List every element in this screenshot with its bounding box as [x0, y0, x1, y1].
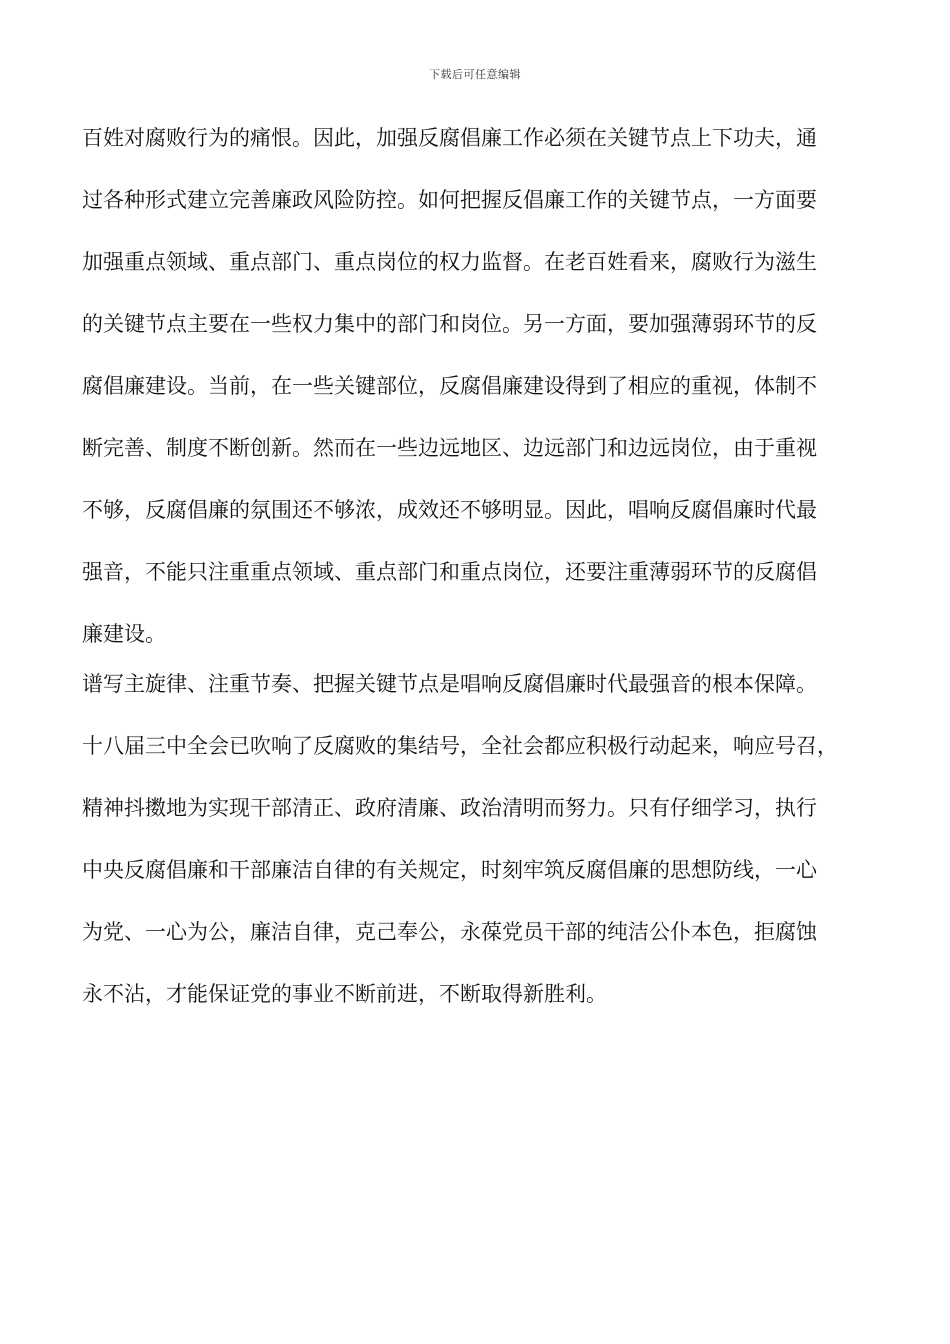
document-body — [82, 116, 882, 1034]
text-line: 谱写主旋律、注重节奏、把握关键节点是唱响反腐倡廉时代最强音的根本保障。 — [82, 672, 817, 696]
text-line: 过各种形式建立完善廉政风险防控。如何把握反倡廉工作的关键节点，一方面要 — [82, 188, 817, 212]
text-line: 的关键节点主要在一些权力集中的部门和岗位。另一方面，要加强薄弱环节的反 — [82, 312, 817, 336]
text-line: 加强重点领域、重点部门、重点岗位的权力监督。在老百姓看来，腐败行为滋生 — [82, 250, 817, 274]
text-line: 十八届三中全会已吹响了反腐败的集结号，全社会都应积极行动起来，响应号召， — [82, 734, 838, 758]
text-line: 永不沾，才能保证党的事业不断前进，不断取得新胜利。 — [82, 982, 607, 1006]
text-line: 精神抖擞地为实现干部清正、政府清廉、政治清明而努力。只有仔细学习，执行 — [82, 796, 817, 820]
text-line: 不够，反腐倡廉的氛围还不够浓，成效还不够明显。因此，唱响反腐倡廉时代最 — [82, 498, 817, 522]
page-header: 下载后可任意编辑 — [429, 68, 521, 81]
text-line: 强音，不能只注重重点领域、重点部门和重点岗位，还要注重薄弱环节的反腐倡 — [82, 560, 817, 584]
text-line: 断完善、制度不断创新。然而在一些边远地区、边远部门和边远岗位，由于重视 — [82, 436, 817, 460]
text-line: 百姓对腐败行为的痛恨。因此，加强反腐倡廉工作必须在关键节点上下功夫，通 — [82, 126, 817, 150]
text-line: 腐倡廉建设。当前，在一些关键部位，反腐倡廉建设得到了相应的重视，体制不 — [82, 374, 817, 398]
text-line: 廉建设。 — [82, 622, 166, 646]
text-line: 为党、一心为公，廉洁自律，克己奉公，永葆党员干部的纯洁公仆本色，拒腐蚀 — [82, 920, 817, 944]
text-line: 中央反腐倡廉和干部廉洁自律的有关规定，时刻牢筑反腐倡廉的思想防线，一心 — [82, 858, 817, 882]
